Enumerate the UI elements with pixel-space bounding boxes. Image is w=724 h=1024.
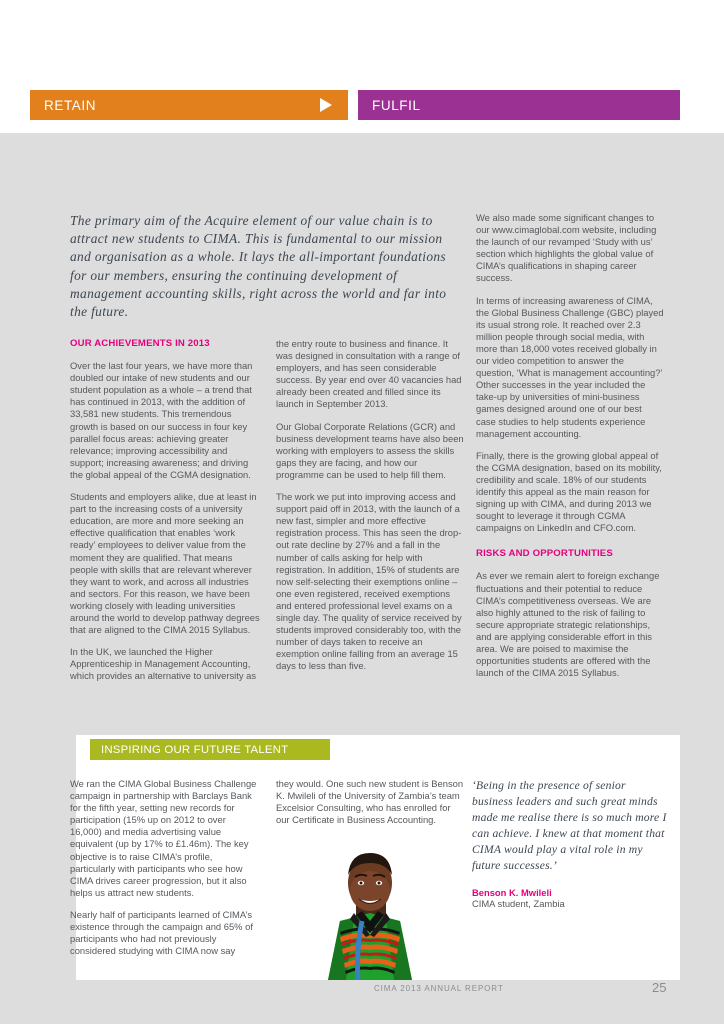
play-triangle-icon (320, 98, 332, 112)
feature-card (70, 735, 680, 980)
pull-quote-attribution-role: CIMA student, Zambia (472, 898, 565, 909)
section-heading-risks: RISKS AND OPPORTUNITIES (476, 548, 613, 560)
portrait-photo-benson-mwileli (270, 845, 470, 980)
nav-bar-retain-label: RETAIN (44, 97, 97, 113)
paragraph: Finally, there is the growing global appeal of the CGMA designation, based on its mobility, credibility and scale. 18% of our students identify this appeal as the main reason for signing up with CIMA, and during 2013 we sought to leverage it through CGMA campaigns on LinkedIn and CFO.com. (476, 449, 662, 534)
footer-page-number: 25 (652, 980, 667, 995)
feature-banner-label: INSPIRING OUR FUTURE TALENT (101, 743, 289, 756)
paragraph: In the UK, we launched the Higher Apprenticeship in Management Accounting, which provides an alternative to university as (70, 646, 257, 682)
paragraph: We ran the CIMA Global Business Challenge campaign in partnership with Barclays Bank for the fifth year, setting new records for participation (15% up on 2012 to over 16,000) and media advertising value equivalent (up by 17% to £1.46m). The key objective is to raise CIMA’s profile, particularly with participants who see how CIMA drives career progression, but it also helps us attract new students. (70, 778, 257, 898)
paragraph: Our Global Corporate Relations (GCR) and business development teams have also been working with employers to assess the skills gaps they are facing, and how our programme can be used to help fill them. (276, 420, 464, 480)
paragraph: Students and employers alike, due at least in part to the increasing costs of a university education, are more and more seeking an effective qualification that enables ‘work ready’ employees to deliver value from the moment they are qualified. That means people with skills that are relevant wherever they want to work, and across all industries and sectors. For this reason, we have been working closely with leading universities around the world to develop pathway degrees that are aligned to the CIMA 2015 Syllabus. (70, 491, 260, 636)
article-column-3 (476, 212, 664, 689)
article-column-1 (70, 338, 260, 692)
paragraph: Over the last four years, we have more than doubled our intake of new students and our student population as a whole – a trend that has continued in 2013, with the addition of 33,581 new students. This tremendous growth is based on our success in four key parallel focus areas: achieving greater relevance; improving accessibility and support; increasing awareness; and driving the global appeal of the CGMA designation. (70, 360, 253, 480)
nav-bar-fulfil[interactable] (358, 90, 680, 120)
paragraph: We also made some significant changes to our www.cimaglobal.com website, including the launch of our revamped ‘Study with us’ section which highlights the global value of CIMA’s qualifications in shaping career success. (476, 212, 657, 284)
paragraph: they would. One such new student is Benson K. Mwileli of the University of Zambia’s team Excelsior Consulting, who has enrolled for our Certificate in Business Accounting. (276, 778, 464, 826)
feature-banner (90, 739, 330, 760)
lead-paragraph: The primary aim of the Acquire element of our value chain is to attract new students to CIMA. This is fundamental to our mission and organisation as a whole. It lays the all-important foundations for our members, ensuring the continuing development of management accounting skills, right across the world and far into the future. (70, 213, 447, 320)
footer-title: CIMA 2013 ANNUAL REPORT (374, 984, 504, 993)
section-heading-achievements: OUR ACHIEVEMENTS IN 2013 (70, 338, 210, 349)
paragraph: the entry route to business and finance. It was designed in consultation with a range of employers, and has seen considerable success. By year end over 40 vacancies had already been created and filled since its launch in September 2013. (276, 338, 462, 410)
paragraph: The work we put into improving access and support paid off in 2013, with the launch of a new fast, simpler and more effective registration process. This has seen the drop-out rate decline by 27% and a fall in the number of calls asking for help with registration. In addition, 15% of students are now self-selecting their exemptions online – one even registered, received exemptions and entered professional level exams on a single day. The quality of service received by students improved considerably too, with the number of days taken to receive an exemption online falling from an average 15 days to less than five. (276, 491, 462, 672)
feature-column-2 (276, 778, 466, 836)
feature-column-1 (70, 778, 260, 967)
page-footer (0, 980, 724, 1008)
pull-quote-text: ‘Being in the presence of senior business leaders and such great minds made me realise there is so much more I can achieve. I knew at that moment that CIMA would play a vital role in my future successes.’ (472, 779, 667, 872)
article-column-2 (276, 338, 466, 682)
value-chain-nav (30, 90, 680, 120)
paragraph: Nearly half of participants learned of CIMA’s existence through the campaign and 65% of participants who had not previously considered studying with CIMA now say (70, 908, 253, 957)
nav-bar-fulfil-label: FULFIL (372, 97, 421, 113)
paragraph: In terms of increasing awareness of CIMA, the Global Business Challenge (GBC) played its usual strong role. It reached over 2.3 million people through social media, with more than 18,000 votes received globally in our video competition to answer the question, ‘What is management accounting?’ Other successes in the year included the take-up by universities of mini-business games designed around one of our best case studies to help students experience management accounting. (476, 294, 664, 439)
paragraph: As ever we remain alert to foreign exchange fluctuations and their potential to reduce CIMA’s competitiveness overseas. We are also highly attuned to the risk of failing to secure appropriate strategic relationships, and are applying considerable effort in this area. We are poised to maximise the opportunities students are offered with the launch of the CIMA 2015 Syllabus. (476, 570, 660, 679)
pull-quote-block (472, 778, 668, 910)
pull-quote-attribution-name: Benson K. Mwileli (472, 887, 552, 898)
nav-bar-retain[interactable] (30, 90, 348, 120)
